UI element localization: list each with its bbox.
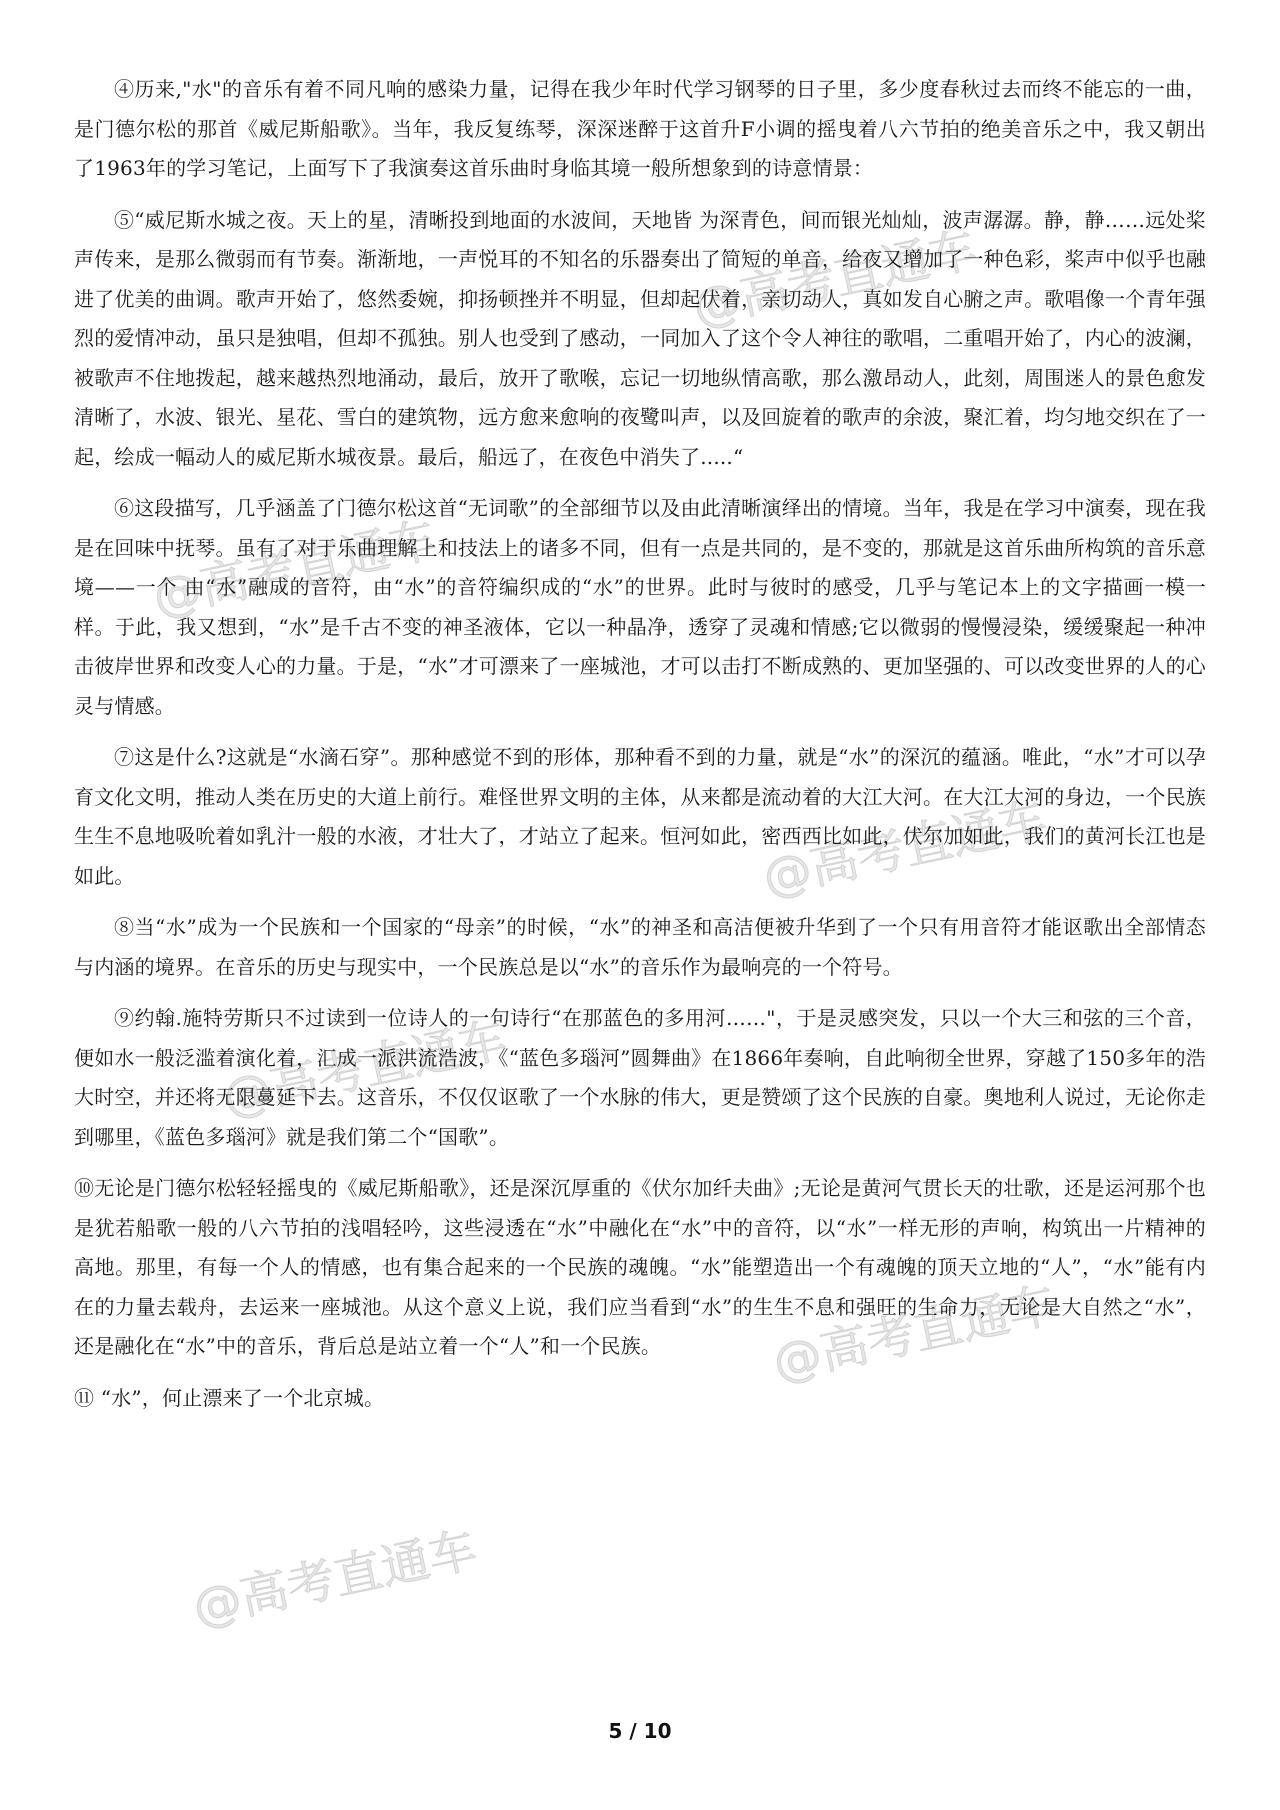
document-body — [74, 70, 1206, 1430]
paragraph-11: ⑪ “水”，何止漂来了一个北京城。 — [74, 1385, 385, 1410]
paragraph-10: ⑩无论是门德尔松轻轻摇曳的《威尼斯船歌》，还是深沉厚重的《伏尔加纤夫曲》;无论是黄河气贯长天的壮歌，还是运河那个也是犹若船歌一般的八六节拍的浅唱轻吟，这些浸透在“水”中融化在“水”中的音符，以“水”一样无形的声响，构筑出一片精神的高地。那里，有每一个人的情感，也有集合起来的一个民族的魂魄。“水”能塑造出一个有魂魄的顶天立地的“人”，“水”能有内在的力量去载舟，去运来一座城池。从这个意义上说，我们应当看到“水”的生生不息和强旺的生命力，无论是大自然之“水”，还是融化在“水”中的音乐，背后总是站立着一个“人”和一个民族。 — [74, 1176, 1206, 1358]
paragraph-8: ⑧当“水”成为一个民族和一个国家的“母亲”的时候，“水”的神圣和高洁便被升华到了一个只有用音符才能讴歌出全部情态与内涵的境界。在音乐的历史与现实中，一个民族总是以“水”的音乐作为最响亮的一个符号。 — [74, 915, 1206, 979]
paragraph-6: ⑥这段描写，几乎涵盖了门德尔松这首“无词歌”的全部细节以及由此清晰演绎出的情境。当年，我是在学习中演奏，现在我是在回味中抚琴。虽有了对于乐曲理解上和技法上的诸多不同，但有一点是共同的，是不变的，那就是这首乐曲所构筑的音乐意境——一个 由“水”融成的音符，由“水”的音符编织成的“水”的世界。此时与彼时的感受，几乎与笔记本上的文字描画一模一样。于此，我又想到，“水”是千古不变的神圣液体，它以一种晶净，透穿了灵魂和情感;它以微弱的慢慢浸染，缓缓聚起一种冲击彼岸世界和改变人心的力量。于是，“水”才可漂来了一座城池，才可以击打不断成熟的、更加坚强的、可以改变世界的人的心灵与情感。 — [74, 496, 1206, 718]
watermark: @高考直通车 — [688, 221, 982, 337]
watermark: @高考直通车 — [758, 791, 1052, 907]
watermark: @高考直通车 — [768, 1276, 1062, 1392]
paragraph-9: ⑨约翰.施特劳斯只不过读到一位诗人的一句诗行“在那蓝色的多用河……"，于是灵感突发，只以一个大三和弦的三个音，便如水一般泛滥着演化着，汇成一派洪流浩波，《“蓝色多瑙河”圆舞曲》在1866年奏响，自此响彻全世界，穿越了150多年的浩大时空，并还将无限蔓延下去。这音乐，不仅仅讴歌了一个水脉的伟大，更是赞颂了这个民族的自豪。奥地利人说过，无论你走到哪里，《蓝色多瑙河》就是我们第二个“国歌”。 — [74, 1006, 1206, 1149]
watermark: @高考直通车 — [218, 1011, 512, 1127]
watermark: @高考直通车 — [148, 511, 442, 627]
paragraph-4: ④历来,"水"的音乐有着不同凡响的感染力量，记得在我少年时代学习钢琴的日子里，多少度春秋过去而终不能忘的一曲，是门德尔松的那首《威尼斯船歌》。当年，我反复练琴，深深迷醉于这首升F小调的摇曳着八六节拍的绝美音乐之中，我又朝出了1963年的学习笔记，上面写下了我演奏这首乐曲时身临其境一般所想象到的诗意情景： — [74, 77, 1206, 180]
page-number: 5 / 10 — [608, 1719, 672, 1743]
paragraph-7: ⑦这是什么?这就是“水滴石穿”。那种感觉不到的形体，那种看不到的力量，就是“水”的深沉的蕴涵。唯此，“水”才可以孕育文化文明，推动人类在历史的大道上前行。难怪世界文明的主体，从来都是流动着的大江大河。在大江大河的身边，一个民族生生不息地吸吮着如乳汁一般的水液，才壮大了，才站立了起来。恒河如此，密西西比如此，伏尔加如此，我们的黄河长江也是如此。 — [74, 745, 1206, 888]
watermark: @高考直通车 — [188, 1521, 482, 1637]
paragraph-5: ⑤“威尼斯水城之夜。天上的星，清晰投到地面的水波间，天地皆 为深青色，间而银光灿灿，波声潺潺。静，静……远处桨声传来，是那么微弱而有节奏。渐渐地，一声悦耳的不知名的乐器奏出了简短的单音，给夜又增加了一种色彩，桨声中似乎也融进了优美的曲调。歌声开始了，悠然委婉，抑扬顿挫并不明显，但却起伏着，亲切动人，真如发自心腑之声。歌唱像一个青年强烈的爱情冲动，虽只是独唱，但却不孤独。别人也受到了感动，一同加入了这个令人神往的歌唱，二重唱开始了，内心的波澜，被歌声不住地拨起，越来越热烈地涌动，最后，放开了歌喉，忘记一切地纵情高歌，那么激昂动人，此刻，周围迷人的景色愈发清晰了，水波、银光、星花、雪白的建筑物，远方愈来愈响的夜鹭叫声，以及回旋着的歌声的余波，聚汇着，均匀地交织在了一起，绘成一幅动人的威尼斯水城夜景。最后，船远了，在夜色中消失了.....“ — [74, 207, 1206, 469]
